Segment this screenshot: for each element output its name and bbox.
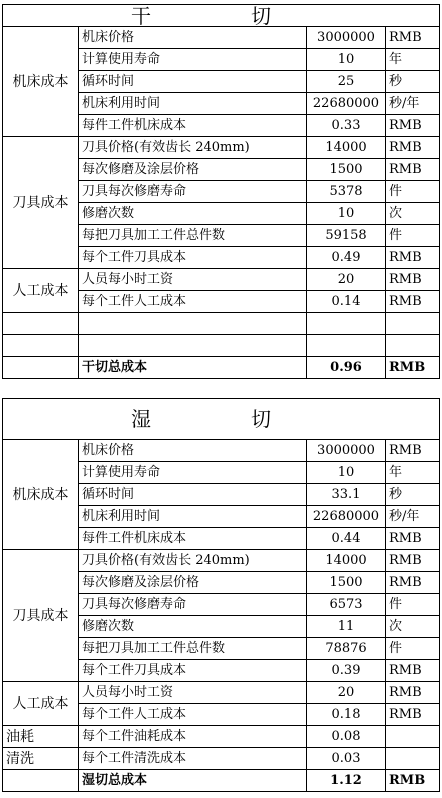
row-value: 0.08 (307, 726, 386, 748)
row-item: 人员每小时工资 (79, 682, 307, 704)
row-value: 11 (307, 616, 386, 638)
row-value: 25 (307, 71, 386, 93)
row-value: 1500 (307, 159, 386, 181)
total-label: 湿切总成本 (79, 770, 307, 792)
table-row (3, 269, 440, 291)
row-unit: RMB (386, 440, 440, 462)
row-unit: 秒/年 (386, 506, 440, 528)
table-row (3, 748, 440, 770)
row-value: 59158 (307, 225, 386, 247)
row-item: 每把刀具加工工件总件数 (79, 225, 307, 247)
group-label-machine: 机床成本 (3, 440, 79, 550)
row-item: 计算使用寿命 (79, 462, 307, 484)
row-item: 每个工件刀具成本 (79, 660, 307, 682)
group-label-labor: 人工成本 (3, 682, 79, 726)
row-item: 刀具每次修磨寿命 (79, 594, 307, 616)
row-unit: RMB (386, 137, 440, 159)
row-unit: 秒 (386, 484, 440, 506)
row-value: 0.49 (307, 247, 386, 269)
row-item: 每个工件人工成本 (79, 291, 307, 313)
row-item: 机床价格 (79, 440, 307, 462)
row-unit: 件 (386, 181, 440, 203)
wet-cut-title: 湿 切 (3, 399, 440, 440)
row-value: 20 (307, 682, 386, 704)
row-unit (386, 748, 440, 770)
row-value: 0.44 (307, 528, 386, 550)
group-label-labor: 人工成本 (3, 269, 79, 313)
row-item: 每把刀具加工工件总件数 (79, 638, 307, 660)
row-item: 每个工件刀具成本 (79, 247, 307, 269)
row-value: 10 (307, 462, 386, 484)
empty-row (3, 313, 440, 335)
row-item: 循环时间 (79, 71, 307, 93)
row-value: 3000000 (307, 27, 386, 49)
row-value: 0.39 (307, 660, 386, 682)
wet-cut-table (2, 398, 440, 792)
row-value: 3000000 (307, 440, 386, 462)
row-item: 刀具价格(有效齿长 240mm) (79, 137, 307, 159)
row-value: 10 (307, 49, 386, 71)
total-unit: RMB (386, 357, 440, 379)
row-value: 5378 (307, 181, 386, 203)
row-unit: 件 (386, 594, 440, 616)
row-item: 计算使用寿命 (79, 49, 307, 71)
row-item: 机床利用时间 (79, 93, 307, 115)
row-item: 每个工件人工成本 (79, 704, 307, 726)
row-value: 14000 (307, 550, 386, 572)
row-unit: 次 (386, 203, 440, 225)
row-value: 33.1 (307, 484, 386, 506)
row-value: 14000 (307, 137, 386, 159)
row-item: 机床利用时间 (79, 506, 307, 528)
row-unit: 秒 (386, 71, 440, 93)
total-label: 干切总成本 (79, 357, 307, 379)
row-unit: RMB (386, 682, 440, 704)
row-unit: 年 (386, 462, 440, 484)
group-label-tool: 刀具成本 (3, 137, 79, 269)
row-unit: RMB (386, 247, 440, 269)
row-unit: RMB (386, 528, 440, 550)
row-item: 人员每小时工资 (79, 269, 307, 291)
group-label-tool: 刀具成本 (3, 550, 79, 682)
row-value: 0.33 (307, 115, 386, 137)
row-value: 1500 (307, 572, 386, 594)
row-value: 22680000 (307, 506, 386, 528)
dry-cut-title: 干 切 (3, 5, 440, 27)
row-item: 循环时间 (79, 484, 307, 506)
row-unit: RMB (386, 572, 440, 594)
row-value: 78876 (307, 638, 386, 660)
row-item: 修磨次数 (79, 203, 307, 225)
row-item: 每件工件机床成本 (79, 115, 307, 137)
row-item: 每个工件油耗成本 (79, 726, 307, 748)
table-row (3, 27, 440, 49)
row-value: 20 (307, 269, 386, 291)
row-unit: RMB (386, 291, 440, 313)
row-value: 22680000 (307, 93, 386, 115)
row-item: 修磨次数 (79, 616, 307, 638)
row-unit: RMB (386, 550, 440, 572)
row-unit: 次 (386, 616, 440, 638)
row-unit: RMB (386, 704, 440, 726)
row-value: 6573 (307, 594, 386, 616)
row-unit: RMB (386, 115, 440, 137)
row-unit: RMB (386, 269, 440, 291)
total-value: 1.12 (307, 770, 386, 792)
row-unit: 件 (386, 225, 440, 247)
empty-row (3, 335, 440, 357)
row-value: 0.14 (307, 291, 386, 313)
table-row (3, 440, 440, 462)
group-label-machine: 机床成本 (3, 27, 79, 137)
row-unit: RMB (386, 660, 440, 682)
row-unit: RMB (386, 159, 440, 181)
table-row (3, 550, 440, 572)
table-row (3, 726, 440, 748)
wet-total-row (3, 770, 440, 792)
row-unit: RMB (386, 27, 440, 49)
row-item: 刀具价格(有效齿长 240mm) (79, 550, 307, 572)
dry-cut-table (2, 4, 440, 379)
row-unit (386, 726, 440, 748)
row-item: 每次修磨及涂层价格 (79, 572, 307, 594)
row-unit: 年 (386, 49, 440, 71)
row-value: 0.18 (307, 704, 386, 726)
row-value: 0.03 (307, 748, 386, 770)
row-item: 每件工件机床成本 (79, 528, 307, 550)
group-label-oil: 油耗 (3, 726, 79, 748)
total-unit: RMB (386, 770, 440, 792)
table-row (3, 137, 440, 159)
row-item: 每次修磨及涂层价格 (79, 159, 307, 181)
row-item: 刀具每次修磨寿命 (79, 181, 307, 203)
total-value: 0.96 (307, 357, 386, 379)
row-value: 10 (307, 203, 386, 225)
table-row (3, 682, 440, 704)
row-unit: 件 (386, 638, 440, 660)
row-unit: 秒/年 (386, 93, 440, 115)
row-item: 机床价格 (79, 27, 307, 49)
dry-total-row (3, 357, 440, 379)
row-item: 每个工件清洗成本 (79, 748, 307, 770)
group-label-cleaning: 清洗 (3, 748, 79, 770)
